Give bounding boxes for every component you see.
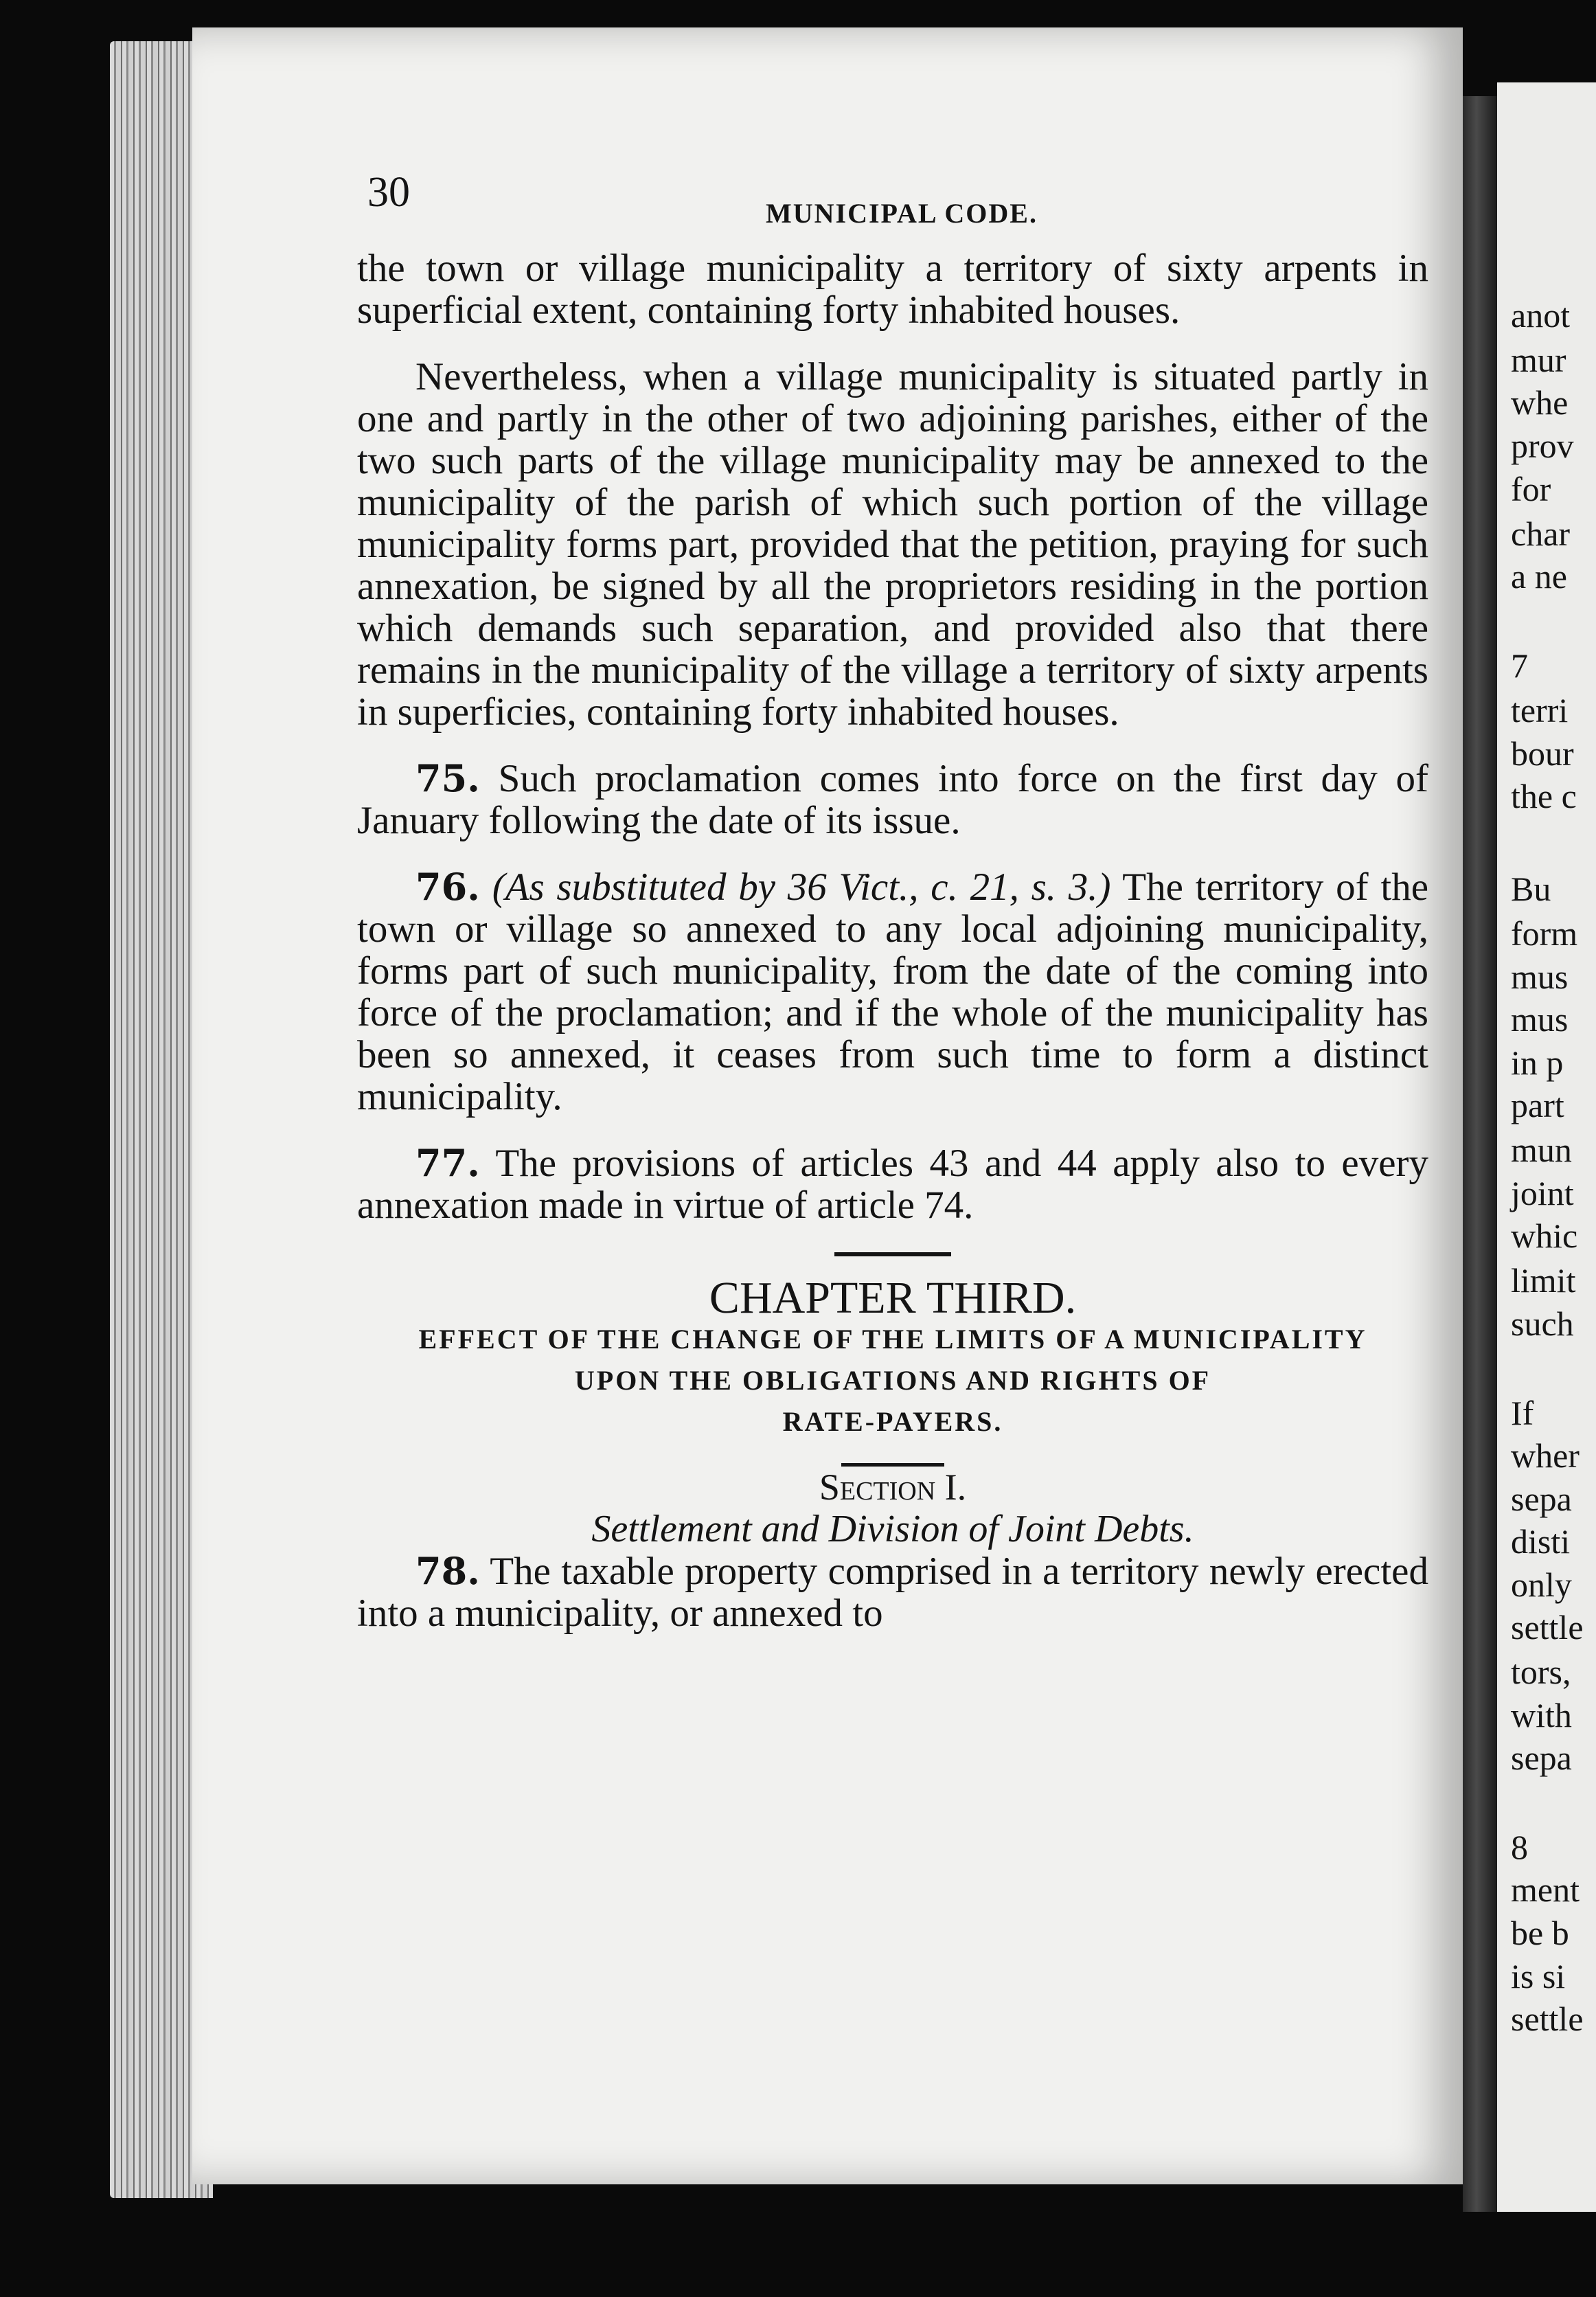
facing-page-line: form xyxy=(1511,914,1578,953)
facing-page-line: whic xyxy=(1511,1217,1578,1255)
running-title: MUNICIPAL CODE. xyxy=(766,198,1038,229)
facing-page-line: the c xyxy=(1511,777,1577,815)
facing-page-line: settle xyxy=(1511,1608,1584,1647)
facing-page-line: part xyxy=(1511,1086,1564,1124)
chapter-subtitle-line-3: RATE-PAYERS. xyxy=(782,1406,1003,1437)
chapter-divider xyxy=(834,1252,951,1256)
facing-page-line: anot xyxy=(1511,296,1571,335)
page-header xyxy=(367,168,1411,230)
article-number: 77. xyxy=(415,1141,480,1185)
facing-page-line: mus xyxy=(1511,1000,1569,1039)
facing-page-line: Bu xyxy=(1511,870,1551,908)
facing-page-line: settle xyxy=(1511,2000,1584,2038)
article-78 xyxy=(357,1550,1428,1634)
facing-page-line: prov xyxy=(1511,427,1574,465)
facing-page-line: be b xyxy=(1511,1914,1569,1952)
page-body xyxy=(357,247,1428,1634)
facing-page-line: 8 xyxy=(1511,1828,1528,1866)
article-77 xyxy=(357,1142,1428,1226)
facing-page-line: in p xyxy=(1511,1043,1564,1082)
article-reference: (As substituted by 36 Vict., c. 21, s. 3.) xyxy=(492,865,1111,909)
facing-page-line: 7 xyxy=(1511,646,1528,685)
chapter-subtitle-line-1: EFFECT OF THE CHANGE OF THE LIMITS OF A MUNICIPALITY xyxy=(418,1324,1367,1355)
article-text: The taxable property comprised in a territory newly erected into a municipality, or annexed to xyxy=(357,1550,1428,1635)
facing-page-line: such xyxy=(1511,1304,1574,1343)
article-number: 76. xyxy=(415,865,480,909)
facing-page-line: for xyxy=(1511,470,1551,508)
article-75 xyxy=(357,758,1428,841)
facing-page-line: mur xyxy=(1511,341,1566,379)
book-gutter xyxy=(1463,96,1497,2212)
facing-page-line: ment xyxy=(1511,1870,1580,1909)
continued-paragraph: the town or village municipality a territory of sixty arpents in superficial extent, containing forty inhabited houses. xyxy=(357,247,1428,332)
article-text: The territory of the town or village so annexed to any local adjoining municipality, forms part of such municipality, from the date of the coming into force of the proclamation; and if the whole of the municipality has been so annexed, it ceases from such time to form a distinct municipality. xyxy=(357,865,1428,1118)
facing-page-line: terri xyxy=(1511,691,1569,729)
paragraph-nevertheless: Nevertheless, when a village municipality is situated partly in one and partly in the other of two adjoining parishes, either of the two such parts of the village municipality may be annexed to the municipality of the parish of which such portion of the village municipality forms part, provided that the petition, praying for such annexation, be signed by all the proprietors residing in the portion which demands such separation, and provided also that there remains in the municipality of the village a territory of sixty arpents in superficies, containing forty inhabited houses. xyxy=(357,355,1428,734)
facing-page-line: is si xyxy=(1511,1957,1566,1995)
facing-page-line: sepa xyxy=(1511,1480,1572,1518)
section-title: Section I. xyxy=(819,1467,967,1508)
article-text: Such proclamation comes into force on the first day of January following the date of its issue. xyxy=(357,757,1429,842)
article-76 xyxy=(357,866,1428,1118)
chapter-subtitle-line-2: UPON THE OBLIGATIONS AND RIGHTS OF xyxy=(574,1365,1211,1396)
facing-page-line: mus xyxy=(1511,958,1569,996)
facing-page-line: tors, xyxy=(1511,1653,1571,1691)
facing-page-line: limit xyxy=(1511,1261,1576,1300)
facing-page-line: disti xyxy=(1511,1522,1571,1561)
section-subtitle: Settlement and Division of Joint Debts. xyxy=(591,1508,1194,1550)
facing-page-line: mun xyxy=(1511,1131,1572,1169)
facing-page-line: a ne xyxy=(1511,557,1567,596)
article-number: 75. xyxy=(415,756,480,800)
facing-page-line: char xyxy=(1511,514,1571,553)
facing-page-line: with xyxy=(1511,1696,1572,1734)
facing-page-line: bour xyxy=(1511,734,1574,773)
chapter-title: CHAPTER THIRD. xyxy=(709,1273,1077,1323)
facing-page-line: sepa xyxy=(1511,1739,1572,1777)
facing-page-line: If xyxy=(1511,1394,1534,1432)
facing-page-line: wher xyxy=(1511,1436,1580,1475)
article-number: 78. xyxy=(415,1549,480,1593)
page-number: 30 xyxy=(367,169,410,216)
article-text: The provisions of articles 43 and 44 apply also to every annexation made in virtue of article 74. xyxy=(357,1142,1428,1227)
facing-page-line: whe xyxy=(1511,383,1569,422)
facing-page-line: only xyxy=(1511,1565,1572,1604)
facing-page-line: joint xyxy=(1511,1174,1574,1212)
